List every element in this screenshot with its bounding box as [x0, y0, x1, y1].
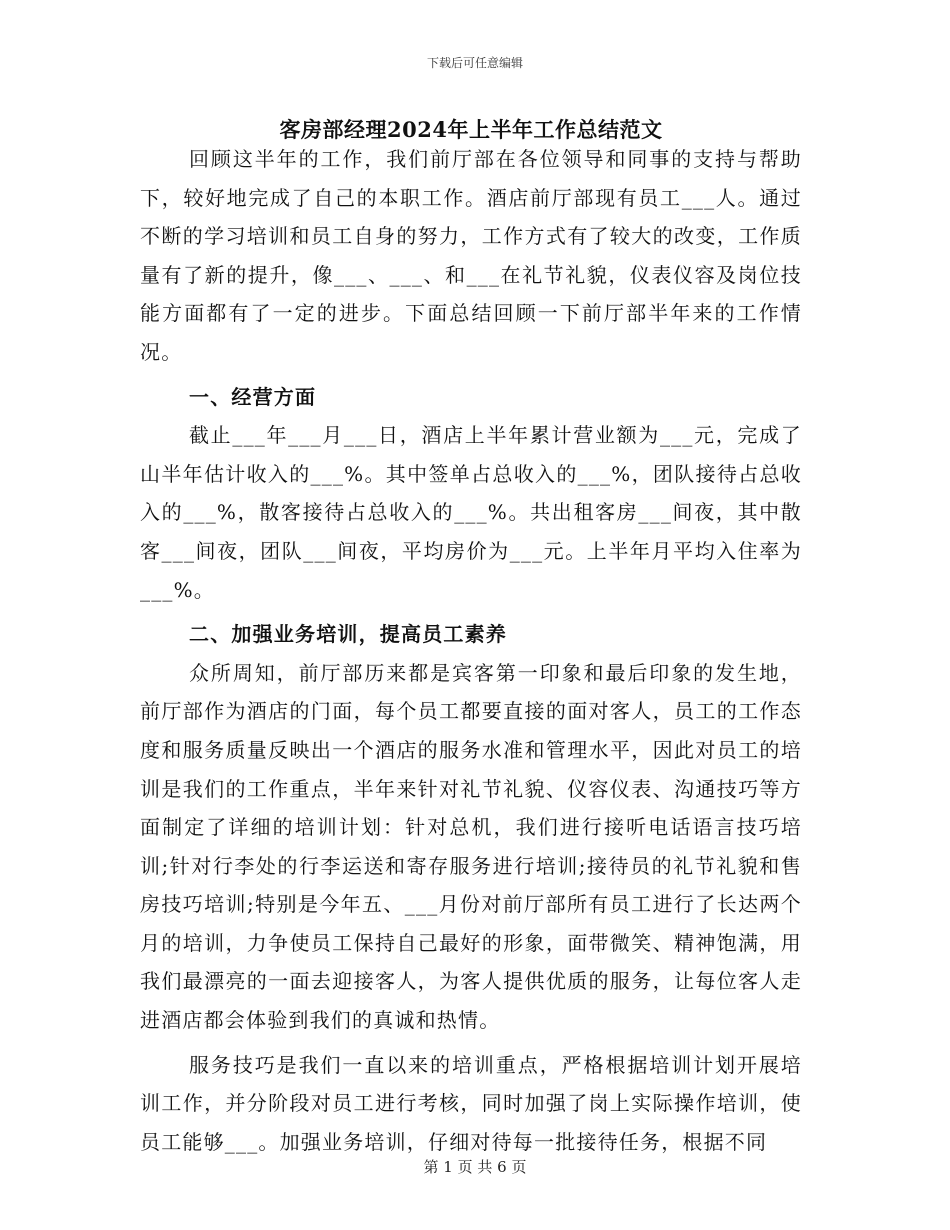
header-note: 下载后可任意编辑 — [426, 56, 523, 70]
document-title: 客房部经理2024年上半年工作总结范文 — [279, 117, 663, 142]
intro-paragraph: 回顾这半年的工作，我们前厅部在各位领导和同事的支持与帮助下，较好地完成了自己的本职工作。酒店前厅部现有员工___人。通过不断的学习培训和员工自身的努力，工作方式有了较大的改变，工作质量有了新的提升，像___、___、和___在礼节礼貌，仪表仪容及岗位技能方面都有了一定的进步。下面总结回顾一下前厅部半年来的工作情况。 — [140, 147, 802, 364]
page-footer: 第 1 页 共 6 页 — [423, 1158, 527, 1176]
section-2-heading: 二、加强业务培训，提高员工素养 — [189, 622, 507, 647]
section-1-paragraph: 截止___年___月___日，酒店上半年累计营业额为___元，完成了山半年估计收入的___%。其中签单占总收入的___%，团队接待占总收入的___%，散客接待占总收入的___%。共出租客房___间夜，其中散客___间夜，团队___间夜，平均房价为___元。上半年月平均入住率为___%。 — [140, 423, 802, 602]
section-2-paragraph-2: 服务技巧是我们一直以来的培训重点，严格根据培训计划开展培训工作，并分阶段对员工进行考核，同时加强了岗上实际操作培训，使员工能够___。加强业务培训，仔细对待每一批接待任务，根据不同 — [140, 1052, 802, 1154]
section-2-paragraph-1: 众所周知，前厅部历来都是宾客第一印象和最后印象的发生地，前厅部作为酒店的门面，每个员工都要直接的面对客人，员工的工作态度和服务质量反映出一个酒店的服务水准和管理水平，因此对员工的培训是我们的工作重点，半年来针对礼节礼貌、仪容仪表、沟通技巧等方面制定了详细的培训计划：针对总机，我们进行接听电话语言技巧培训;针对行李处的行李运送和寄存服务进行培训;接待员的礼节礼貌和售房技巧培训;特别是今年五、___月份对前厅部所有员工进行了长达两个月的培训，力争使员工保持自己最好的形象，面带微笑、精神饱满，用我们最漂亮的一面去迎接客人，为客人提供优质的服务，让每位客人走进酒店都会体验到我们的真诚和热情。 — [140, 660, 802, 1033]
document-body — [140, 140, 802, 1161]
section-1-heading: 一、经营方面 — [189, 384, 317, 409]
